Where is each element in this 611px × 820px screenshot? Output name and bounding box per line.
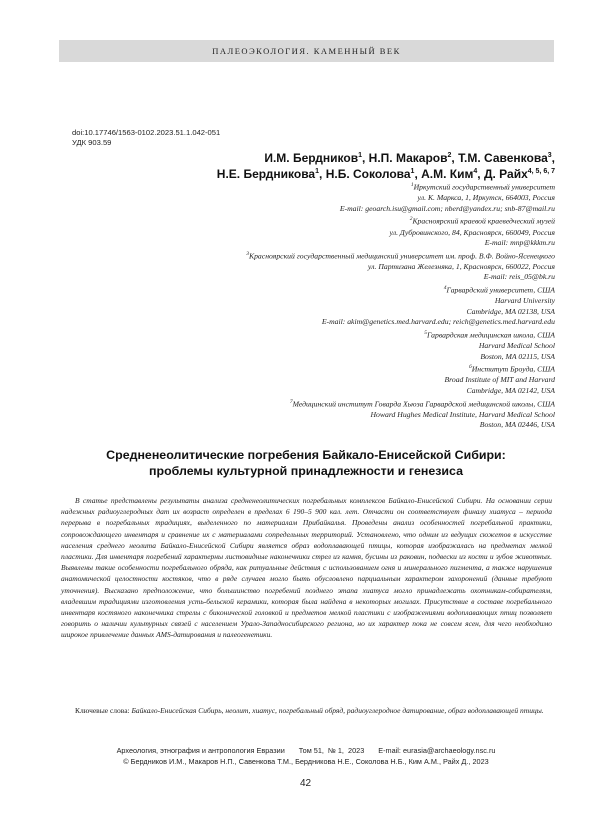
author-sup: 1 [410,168,415,175]
affiliation-line: Howard Hughes Medical Institute, Harvard Medical School [370,409,555,419]
keywords-text: Байкало-Енисейская Сибирь, неолит, хиатус, погребальный обряд, радиоуглеродное датирование, образ водоплавающей птицы. [131,706,544,715]
affiliation-line: Boston, MA 02115, USA [480,351,555,361]
affiliation-line: ул. К. Маркса, 1, Иркутск, 664003, Россия [417,193,555,203]
author-sup: 4 [473,168,478,175]
affiliation-line: Boston, MA 02446, USA [479,420,555,430]
affiliation-text: Гарвардская медицинская школа, США [426,330,555,340]
affiliation-line: Broad Institute of MIT and Harvard [444,375,555,385]
footer-line-1 [60,746,552,757]
author-sup: 1 [358,152,362,159]
affiliations [75,180,555,431]
affiliation-line: E-mail: geoarch.isu@gmail.com; nberd@yandex.ru; snb-87@mail.ru [339,203,555,213]
footer-copyright: © Бердников И.М., Макаров Н.П., Савенкова Т.М., Бердникова Н.Е., Соколова Н.Б., Ким А.М., Райх Д., 2023 [123,756,489,766]
affiliation-text: Иркутский государственный университет [413,182,555,192]
affiliation-sup: 1 [410,182,414,188]
journal-email: E-mail: eurasia@archaeology.nsc.ru [378,746,496,755]
affiliation-line [75,362,555,375]
affiliation-sup: 6 [468,364,472,371]
affiliation-line [75,328,555,341]
affiliation-line: Cambridge, MA 02142, USA [466,386,555,396]
affiliation-sup: 2 [409,216,413,223]
title-line-2: проблемы культурной принадлежности и генезиса [149,464,463,478]
keywords-label: Ключевые слова: [75,706,130,715]
section-title: ПАЛЕОЭКОЛОГИЯ. КАМЕННЫЙ ВЕК [212,46,401,56]
udk: УДК 903.59 [72,138,112,147]
affiliation-line [75,283,555,296]
journal-year: 2023 [348,746,365,755]
affiliation-text: Институт Броуда, США [471,364,555,374]
affiliation-line [75,214,555,227]
author-name: Т.М. Савенкова [458,151,548,165]
affiliation-line: ул. Дубровинского, 84, Красноярск, 660049, Россия [389,227,555,237]
author-sup: 4, 5, 6, 7 [527,168,555,175]
affiliation-line [75,397,555,410]
affiliation-line: E-mail: reis_05@bk.ru [483,272,555,282]
affiliation-sup: 3 [246,250,249,257]
keywords [61,705,552,716]
journal-volume: Том 51, [298,746,324,755]
author-name: Д. Райх [483,167,528,181]
author-name: Н.П. Макаров [368,151,448,165]
affiliation-line [75,180,555,193]
doi: doi:10.17746/1563-0102.2023.51.1.042-051 [72,128,221,137]
affiliation-sup: 5 [424,329,427,336]
affiliation-line: E-mail: mnp@kkkm.ru [484,238,555,248]
journal-issue: № 1, [328,746,344,755]
footer [60,746,552,767]
affiliation-line [75,249,555,262]
author-sup: 3 [547,152,552,159]
affiliation-line: Harvard Medical School [478,341,555,351]
affiliation-sup: 7 [289,398,293,405]
affiliation-text: Гарвардский университет, США [446,285,555,295]
affiliation-text: Красноярский государственный медицинский университет им. проф. В.Ф. Войно-Ясенецкого [248,251,555,261]
affiliation-text: Красноярский краевой краеведческий музей [412,216,555,226]
author-name: А.М. Ким [421,167,474,181]
affiliation-sup: 4 [443,285,447,292]
article-title [60,447,552,479]
page-number: 42 [299,778,312,789]
authors-line-2: Н.Е. Бердникова$^1$, Н.Б. Соколова$^1$, А.М. Ким$^4$, Д. Райх$^{4, 5, 6, 7}$ [216,167,555,181]
title-line-1: Средненеолитические погребения Байкало-Енисейской Сибири: [106,448,506,462]
authors-line-1: И.М. Бердников$^1$, Н.П. Макаров$^2$, Т.М. Савенкова$^3$, [264,151,555,165]
section-banner [59,40,554,62]
author-sup: 2 [447,152,452,159]
abstract: В статье представлены результаты анализа средненеолитических погребальных комплексов Байкало-Енисейской Сибири. На основании серии надежных радиоуглеродных дат их возраст определен в пределах 6 190–5 900 кал. лет. Отчасти он соответствует финалу хиатуса – периода перерыва в погребальных традициях, выделенного по материалам Прибайкалья. Проведены анализ особенностей погребальной практики, сопровождающего инвентаря и сравнение их с материалами сопредельных территорий. Установлено, что одним из ведущих сюжетов в искусстве населения среднего неолита Байкало-Енисейской Сибири является образ водоплавающей птицы, которая изображалась на предметах мелкой пластики. Для инвентаря погребений характерны листовидные наконечники стрел из камня, бусины из раковин, подвески из кости и зубов животных. Выявлены такие особенности погребального обряда, как ритуальные действия с использованием огня и минерального пигмента, а также нарушения анатомической целостности костяков, что в ряде случаев могло быть обусловлено парциальным характером захоронений (данные требуют уточнения). Высказано предположение, что большинство погребений позднего этапа хиатуса могло принадлежать охотникам-собирателям, владевшим традициями изготовления усть-бельской керамики, которая была найдена в некоторых могилах. Присутствие в составе погребального инвентаря костяного наконечника стрелы с биконической головкой и предметов мелкой пластики с изображениями водоплавающих птиц позволяет говорить о наличии культурных связей с населением Урало-Западносибирского региона, но их характер пока не совсем ясен, для чего необходимо широкое привлечение данных AMS-датирования и палеогенетики. [61,496,552,640]
affiliation-line: Cambridge, MA 02138, USA [466,306,555,316]
affiliation-line: E-mail: akim@genetics.med.harvard.edu; reich@genetics.med.harvard.edu [321,317,555,327]
author-name: И.М. Бердников [264,151,359,165]
author-name: Н.Б. Соколова [325,167,411,181]
affiliation-text: Медицинский институт Говарда Хьюза Гарвардской медицинской школы, США [292,399,555,409]
author-name: Н.Е. Бердникова [216,167,316,181]
journal-name: Археология, этнография и антропология Евразии [116,746,285,755]
author-sup: 1 [315,168,320,175]
affiliation-line: Harvard University [494,296,555,306]
affiliation-line: ул. Партизана Железняка, 1, Красноярск, 660022, Россия [367,261,555,271]
